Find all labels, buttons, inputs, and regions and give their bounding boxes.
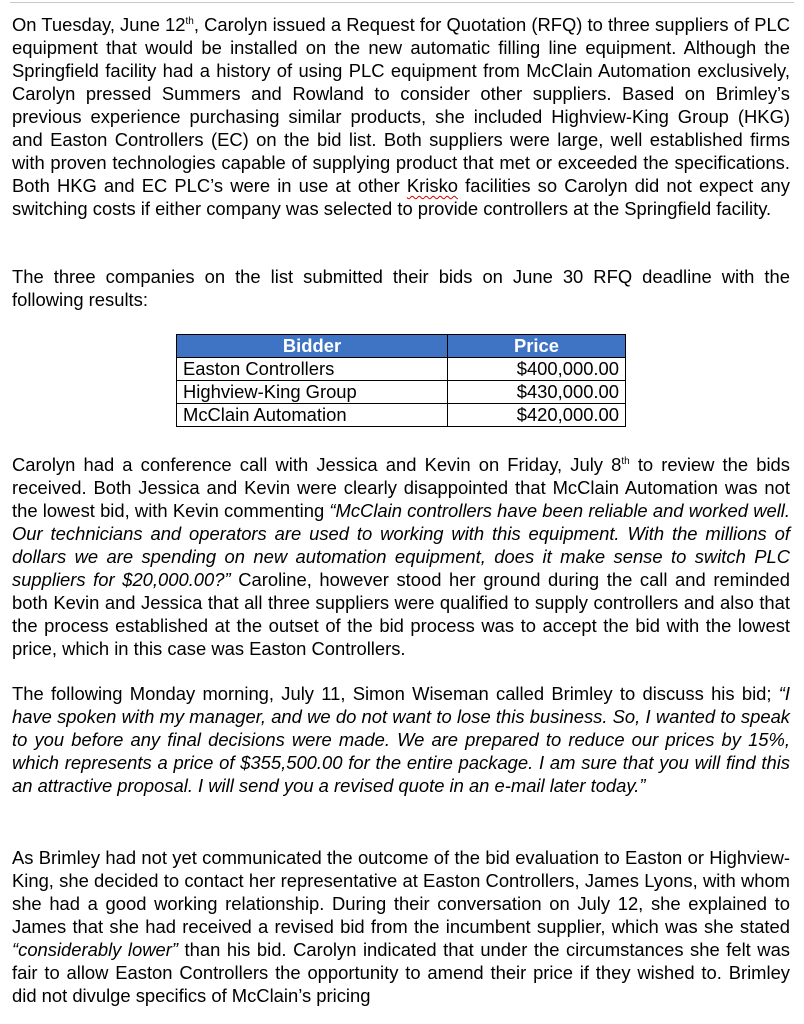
paragraph-bids-submitted: The three companies on the list submitted their bids on June 30 RFQ deadline with the following results: <box>12 266 790 310</box>
paragraph-conference-call <box>12 453 790 660</box>
price-cell: $430,000.00 <box>448 381 626 404</box>
considerably-lower-quote: “considerably lower” <box>12 939 178 960</box>
price-cell: $420,000.00 <box>448 404 626 427</box>
p1-text-3: facilities so Carolyn did not expect any switching costs if either company was selected to provide controllers at the Springfield facility. <box>12 175 790 219</box>
bidder-cell: Easton Controllers <box>177 358 448 381</box>
paragraph-simon-call <box>12 682 790 797</box>
top-divider <box>10 2 794 3</box>
price-cell: $400,000.00 <box>448 358 626 381</box>
table-header-row <box>177 335 626 358</box>
p3-superscript: th <box>621 456 630 467</box>
p3-text-1: Carolyn had a conference call with Jessica and Kevin on Friday, July 8 <box>12 454 622 475</box>
p3-text-3: Caroline, however stood her ground during the call and reminded both Kevin and Jessica that all three suppliers were qualified to supply controllers and also that the process established at the outset of the bid process was to accept the bid with the lowest price, which in this case was Easton Controllers. <box>12 569 790 659</box>
paragraph-rfq-issued <box>12 13 790 220</box>
p1-text-1: On Tuesday, June 12 <box>12 14 186 35</box>
table-row <box>177 358 626 381</box>
p1-superscript: th <box>185 16 194 27</box>
header-bidder: Bidder <box>177 335 448 358</box>
simon-quote: “I have spoken with my manager, and we do not want to lose this business. So, I wanted to speak to you before any final decisions were made. We are prepared to reduce our prices by 15%, which represents a price of $355,500.00 for the entire package. I am sure that you will find this an attractive proposal. I will send you a revised quote in an e-mail later today.” <box>12 683 790 796</box>
header-price: Price <box>448 335 626 358</box>
p1-text-2: , Carolyn issued a Request for Quotation (RFQ) to three suppliers of PLC equipment that would be installed on the new automatic filling line equipment. Although the Springfield facility had a history of using PLC equipment from McClain Automation exclusively, Carolyn pressed Summers and Rowland to consider other suppliers. Based on Brimley’s previous experience purchasing similar products, she included Highview-King Group (HKG) and Easton Controllers (EC) on the bid list. Both suppliers were large, well established firms with proven technologies capable of supplying product that met or exceeded the specifications. Both HKG and EC PLC’s were in use at other <box>12 14 790 196</box>
paragraph-james-lyons <box>12 846 790 1007</box>
table-row <box>177 381 626 404</box>
p3-text-2: to review the bids received. Both Jessica and Kevin were clearly disappointed that McClain Automation was not the lowest bid, with Kevin commenting <box>12 454 790 521</box>
spellcheck-flagged-word[interactable]: Krisko <box>406 175 459 196</box>
bidder-cell: McClain Automation <box>177 404 448 427</box>
bidder-cell: Highview-King Group <box>177 381 448 404</box>
p5-text-1: As Brimley had not yet communicated the outcome of the bid evaluation to Easton or Highview-King, she decided to contact her representative at Easton Controllers, James Lyons, with whom she had a good working relationship. During their conversation on July 12, she explained to James that she had received a revised bid from the incumbent supplier, which was she stated <box>12 847 790 937</box>
kevin-quote: “McClain controllers have been reliable and worked well. Our technicians and operators are used to working with this equipment. With the millions of dollars we are spending on new automation equipment, does it make sense to switch PLC suppliers for $20,000.00?” <box>12 500 790 590</box>
p4-text-1: The following Monday morning, July 11, Simon Wiseman called Brimley to discuss his bid; <box>12 683 779 704</box>
bid-results-table <box>176 334 626 427</box>
p5-text-2: than his bid. Carolyn indicated that under the circumstances she felt was fair to allow Easton Controllers the opportunity to amend their price if they wished to. Brimley did not divulge specifics of McClain’s pricing <box>12 939 790 1006</box>
table-row <box>177 404 626 427</box>
